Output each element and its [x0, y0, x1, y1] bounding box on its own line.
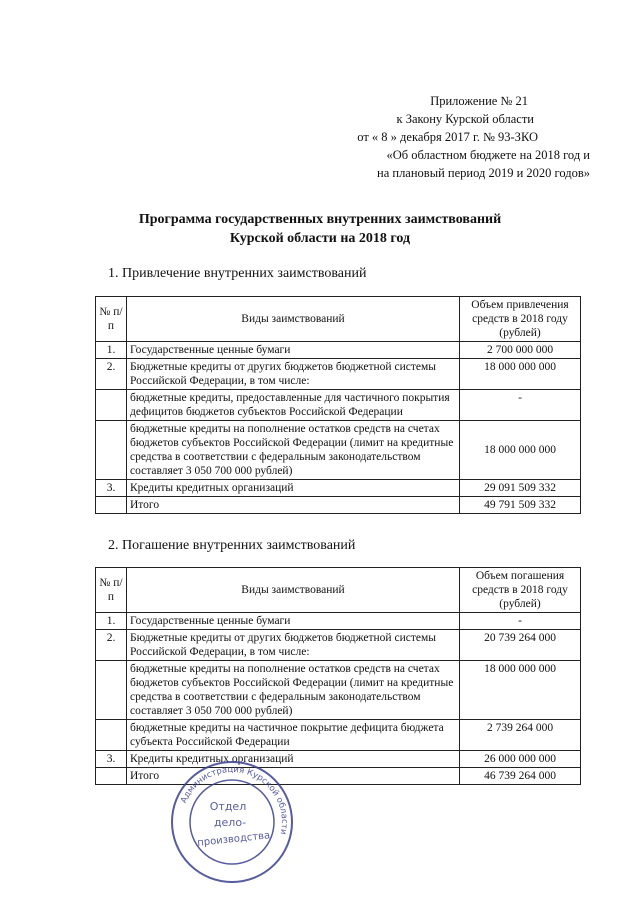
header-type: Виды заимствований: [127, 568, 460, 613]
row-amount: 18 000 000 000: [460, 359, 581, 390]
row-num: 2.: [96, 359, 127, 390]
stamp-line-3: производства: [196, 830, 271, 849]
row-type: бюджетные кредиты на частичное покрытие дефицита бюджета субъекта Российской Федерации: [127, 720, 460, 751]
row-num: [96, 768, 127, 785]
row-amount: 26 000 000 000: [460, 751, 581, 768]
row-num: 3.: [96, 480, 127, 497]
row-type: бюджетные кредиты на пополнение остатков средств на счетах бюджетов субъектов Российской Федерации (лимит на кредитные средства в соответствии с федеральным законодательством составляет 3 050 700 000 рублей): [127, 421, 460, 480]
header-num: № п/п: [96, 297, 127, 342]
section-2-title: 2. Погашение внутренних заимствований: [108, 538, 356, 553]
row-num: 1.: [96, 613, 127, 630]
row-num: [96, 661, 127, 720]
appendix-law: к Закону Курской области: [396, 112, 534, 126]
table-row: [96, 720, 581, 751]
table-row: [96, 342, 581, 359]
row-num: [96, 390, 127, 421]
row-amount: -: [460, 613, 581, 630]
document-title-line-1: Программа государственных внутренних заимствований: [138, 212, 502, 227]
row-amount: 18 000 000 000: [460, 661, 581, 720]
row-type: Кредиты кредитных организаций: [127, 480, 460, 497]
table-row: [96, 480, 581, 497]
header-num: № п/п: [96, 568, 127, 613]
appendix-number: Приложение № 21: [430, 94, 528, 108]
row-num: [96, 421, 127, 480]
appendix-date: от « 8 » декабря 2017 г. № 93-ЗКО: [357, 130, 538, 144]
repayment-table: [95, 567, 581, 785]
header-amount: Объем погашения средств в 2018 году (рублей): [460, 568, 581, 613]
row-amount: -: [460, 390, 581, 421]
row-type: Итого: [127, 497, 460, 514]
row-num: 2.: [96, 630, 127, 661]
table-row: [96, 630, 581, 661]
table-row: [96, 421, 581, 480]
row-amount: 2 739 264 000: [460, 720, 581, 751]
appendix-law-title-2: на плановый период 2019 и 2020 годов»: [377, 166, 590, 180]
stamp-ring-text-path: Администрация Курской области: [179, 764, 290, 836]
table-row: [96, 359, 581, 390]
row-amount: 29 091 509 332: [460, 480, 581, 497]
header-amount: Объем привлечения средств в 2018 году (рублей): [460, 297, 581, 342]
section-1-title: 1. Привлечение внутренних заимствований: [108, 266, 367, 281]
borrowing-table: [95, 296, 581, 514]
row-num: [96, 720, 127, 751]
document-title-line-2: Курской области на 2018 год: [229, 231, 411, 246]
table-row: [96, 661, 581, 720]
row-amount: 18 000 000 000: [460, 421, 581, 480]
row-type: Бюджетные кредиты от других бюджетов бюджетной системы Российской Федерации, в том числе:: [127, 359, 460, 390]
row-amount: 49 791 509 332: [460, 497, 581, 514]
table-header-row: [96, 297, 581, 342]
row-num: 3.: [96, 751, 127, 768]
row-amount: 2 700 000 000: [460, 342, 581, 359]
document-title: [0, 210, 640, 248]
row-type: Государственные ценные бумаги: [127, 613, 460, 630]
official-stamp: [168, 758, 296, 886]
row-type: бюджетные кредиты на пополнение остатков средств на счетах бюджетов субъектов Российской Федерации (лимит на кредитные средства в соответствии с федеральным законодательством составляет 3 050 700 000 рублей): [127, 661, 460, 720]
row-type: бюджетные кредиты, предоставленные для частичного покрытия дефицитов бюджетов субъектов Российской Федерации: [127, 390, 460, 421]
row-num: [96, 497, 127, 514]
row-amount: 20 739 264 000: [460, 630, 581, 661]
table-row: [96, 613, 581, 630]
header-type: Виды заимствований: [127, 297, 460, 342]
row-amount: 46 739 264 000: [460, 768, 581, 785]
table-header-row: [96, 568, 581, 613]
table-row: [96, 390, 581, 421]
appendix-header: [330, 92, 590, 182]
appendix-law-title-1: «Об областном бюджете на 2018 год и: [386, 148, 590, 162]
row-num: 1.: [96, 342, 127, 359]
table-total-row: [96, 497, 581, 514]
stamp-line-2: дело-: [213, 816, 247, 829]
row-type: Кредиты кредитных организаций: [127, 751, 460, 768]
row-type: Государственные ценные бумаги: [127, 342, 460, 359]
stamp-line-1: Отдел: [209, 800, 247, 813]
row-type: Итого: [127, 768, 460, 785]
row-type: Бюджетные кредиты от других бюджетов бюджетной системы Российской Федерации, в том числе:: [127, 630, 460, 661]
